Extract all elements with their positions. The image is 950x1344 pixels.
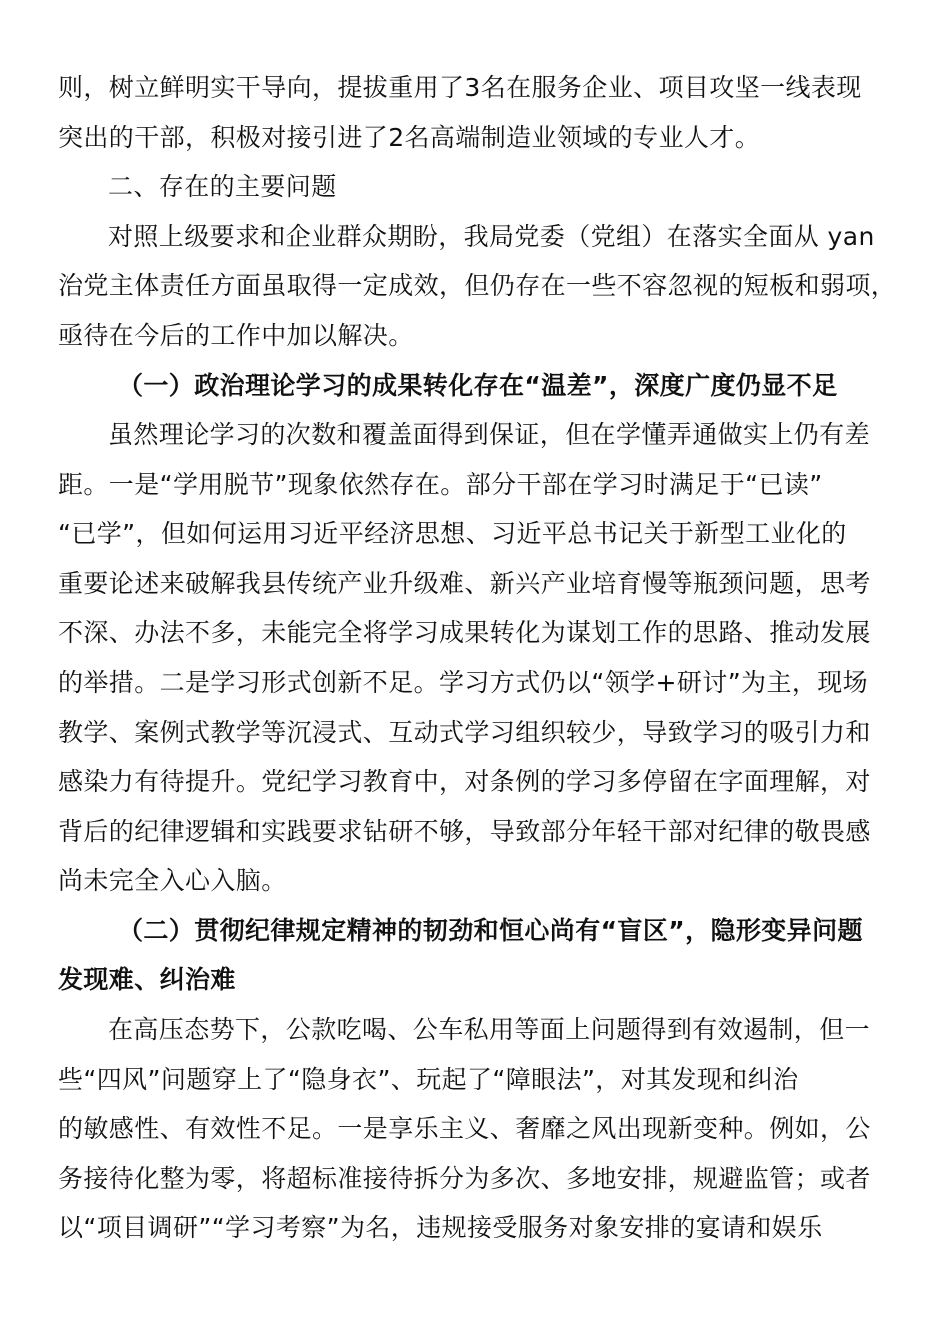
body-line: 务接待化整为零，将超标准接待拆分为多次、多地安排，规避监管；或者 [58,1164,871,1193]
body-line: 教学、案例式教学等沉浸式、互动式学习组织较少，导致学习的吸引力和 [58,718,871,747]
subsection-heading-2-cont: 发现难、纠治难 [58,965,236,994]
body-line: 感染力有待提升。党纪学习教育中，对条例的学习多停留在字面理解，对 [58,767,871,796]
body-line: 的举措。二是学习形式创新不足。学习方式仍以“领学+研讨”为主，现场 [58,668,869,697]
body-line: 背后的纪律逻辑和实践要求钻研不够，导致部分年轻干部对纪律的敬畏感 [58,817,871,846]
body-line: 突出的干部，积极对接引进了2名高端制造业领域的专业人才。 [58,123,761,152]
body-line: 些“四风”问题穿上了“隐身衣”、玩起了“障眼法”，对其发现和纠治 [58,1065,799,1094]
subsection-heading-1: （一）政治理论学习的成果转化存在“温差”，深度广度仍显不足 [118,371,838,400]
body-line: 尚未完全入心入脑。 [58,866,287,895]
body-line: 亟待在今后的工作中加以解决。 [58,321,414,350]
body-line: 则，树立鲜明实干导向，提拔重用了3名在服务企业、项目攻坚一线表现 [58,73,862,102]
body-line: 以“项目调研”“学习考察”为名，违规接受服务对象安排的宴请和娱乐 [58,1213,823,1242]
section-title: 二、存在的主要问题 [108,172,337,201]
body-line: 治党主体责任方面虽取得一定成效，但仍存在一些不容忽视的短板和弱项， [58,271,897,300]
body-line: 距。一是“学用脱节”现象依然存在。部分干部在学习时满足于“已读” [58,470,823,499]
body-line: 对照上级要求和企业群众期盼，我局党委（党组）在落实全面从 yan [108,222,875,251]
body-line: 虽然理论学习的次数和覆盖面得到保证，但在学懂弄通做实上仍有差 [108,420,871,449]
subsection-heading-2: （二）贯彻纪律规定精神的韧劲和恒心尚有“盲区”，隐形变异问题 [118,916,863,945]
body-line: 重要论述来破解我县传统产业升级难、新兴产业培育慢等瓶颈问题，思考 [58,569,871,598]
body-line: 在高压态势下，公款吃喝、公车私用等面上问题得到有效遏制，但一 [108,1015,871,1044]
body-line: 不深、办法不多，未能完全将学习成果转化为谋划工作的思路、推动发展 [58,618,871,647]
body-line: 的敏感性、有效性不足。一是享乐主义、奢靡之风出现新变种。例如，公 [58,1114,871,1143]
body-line: “已学”，但如何运用习近平经济思想、习近平总书记关于新型工业化的 [58,519,847,548]
